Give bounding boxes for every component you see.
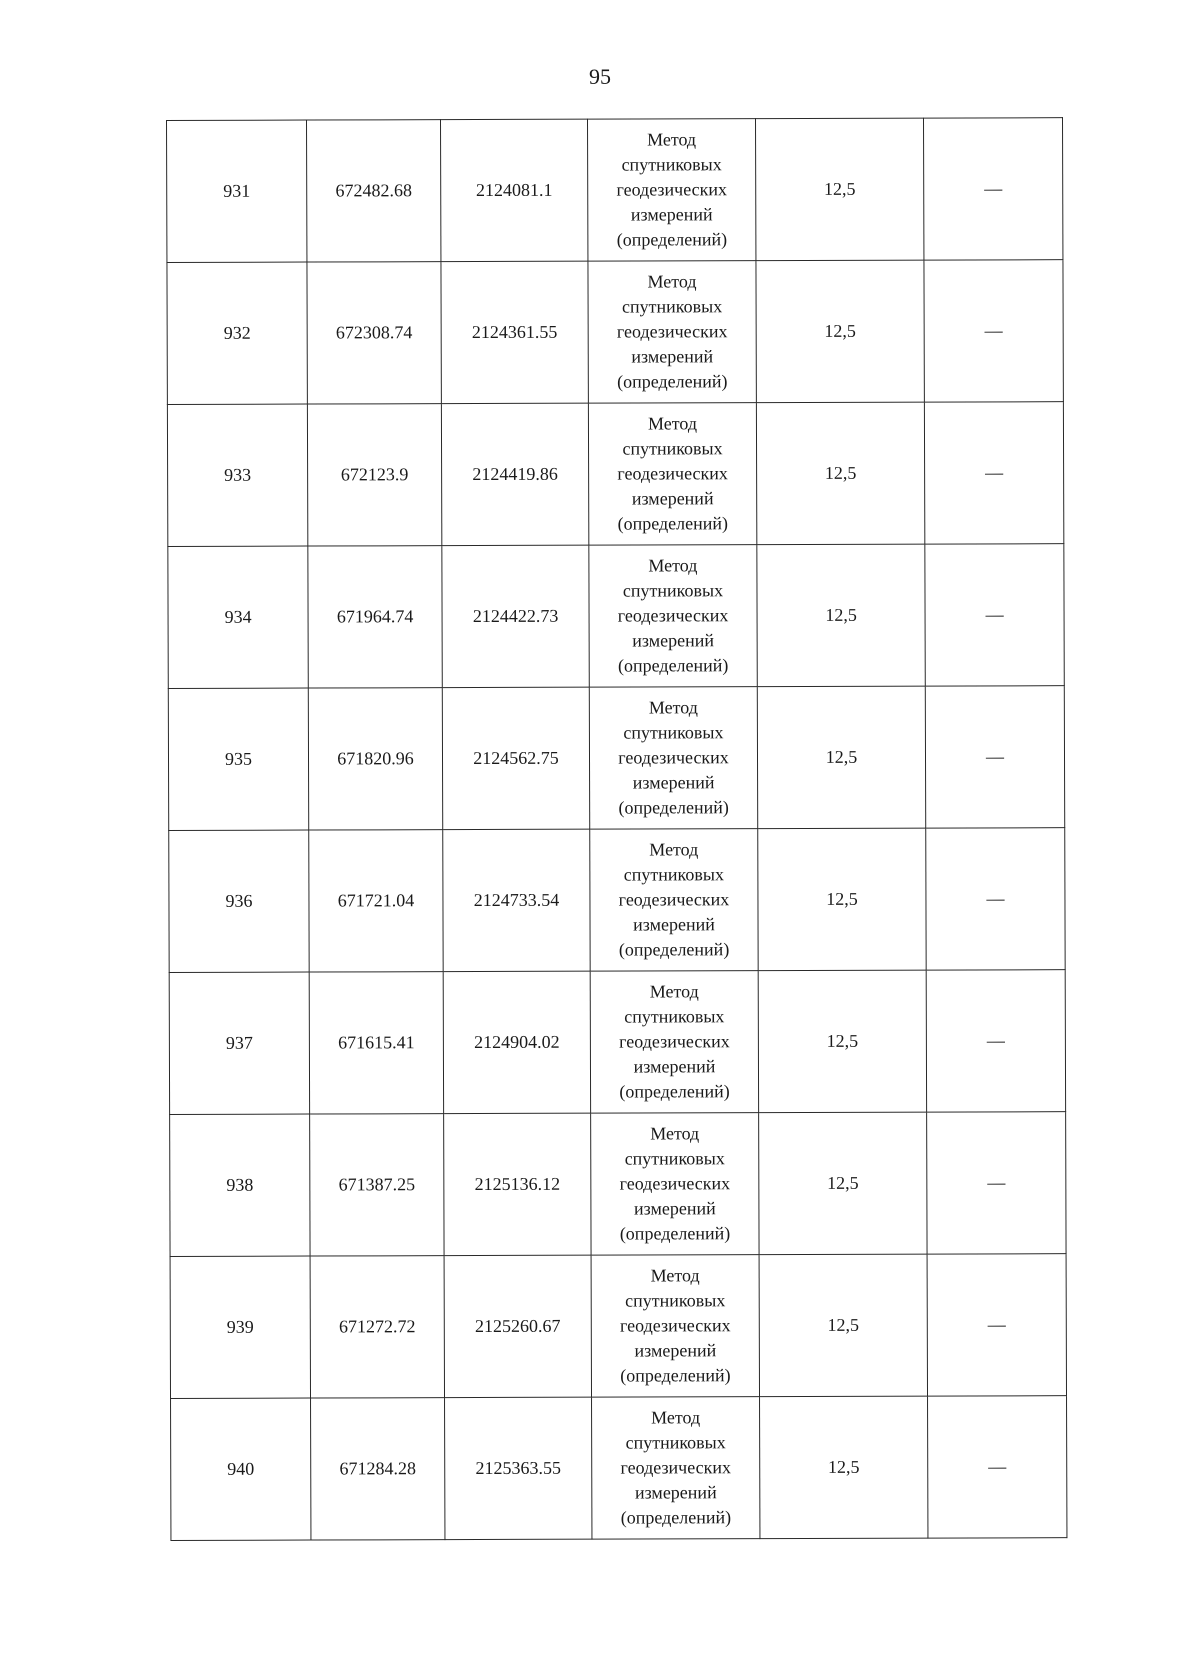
x-coordinate-cell: 671387.25 [310, 1114, 444, 1256]
method-cell [589, 687, 757, 830]
y-coordinate-cell: 2124081.1 [441, 119, 588, 261]
y-coordinate-cell: 2125363.55 [445, 1397, 592, 1539]
description-cell: — [925, 544, 1064, 686]
description-cell: — [924, 260, 1063, 402]
method-cell [590, 971, 758, 1114]
method-cell [588, 403, 756, 546]
table-row [167, 260, 1063, 405]
x-coordinate-cell: 672308.74 [307, 262, 441, 404]
accuracy-cell: 12,5 [756, 402, 924, 545]
accuracy-cell: 12,5 [760, 1396, 928, 1539]
y-coordinate-cell: 2124904.02 [443, 971, 590, 1113]
x-coordinate-cell: 671964.74 [308, 546, 442, 688]
x-coordinate-cell: 671721.04 [309, 830, 443, 972]
method-text: Метод спутниковых геодезических измерений (определений) [616, 129, 728, 250]
description-cell: — [927, 1254, 1066, 1396]
point-number-cell: 934 [168, 546, 308, 688]
description-cell: — [926, 970, 1065, 1112]
point-number-cell: 940 [171, 1398, 311, 1540]
accuracy-cell: 12,5 [756, 260, 924, 403]
x-coordinate-cell: 672482.68 [307, 120, 441, 262]
point-number-cell: 931 [167, 120, 307, 262]
x-coordinate-cell: 671615.41 [309, 972, 443, 1114]
point-number-cell: 938 [170, 1114, 310, 1256]
page-number: 95 [589, 64, 611, 89]
method-text: Метод спутниковых геодезических измерений (определений) [617, 555, 729, 676]
y-coordinate-cell: 2125136.12 [444, 1113, 591, 1255]
accuracy-cell: 12,5 [758, 828, 926, 971]
table-row [169, 828, 1065, 973]
x-coordinate-cell: 671284.28 [311, 1398, 445, 1540]
description-cell: — [926, 828, 1065, 970]
y-coordinate-cell: 2124562.75 [442, 687, 589, 829]
table-row [168, 686, 1064, 831]
description-cell: — [927, 1112, 1066, 1254]
table-row [168, 544, 1064, 689]
table-row [171, 1396, 1067, 1541]
method-text: Метод спутниковых геодезических измерений (определений) [620, 1407, 732, 1528]
method-cell [587, 119, 755, 262]
description-cell: — [928, 1396, 1067, 1538]
description-cell: — [925, 686, 1064, 828]
point-number-cell: 936 [169, 830, 309, 972]
table-row [170, 1254, 1066, 1399]
method-text: Метод спутниковых геодезических измерений (определений) [619, 981, 730, 1102]
x-coordinate-cell: 671272.72 [310, 1256, 444, 1398]
y-coordinate-cell: 2125260.67 [444, 1255, 591, 1397]
table-row [167, 118, 1063, 263]
method-text: Метод спутниковых геодезических измерений (определений) [617, 413, 728, 534]
point-number-cell: 939 [170, 1256, 310, 1398]
description-cell: — [923, 118, 1062, 260]
method-cell [589, 545, 757, 688]
description-cell: — [924, 402, 1063, 544]
y-coordinate-cell: 2124419.86 [441, 403, 588, 545]
method-cell [591, 1113, 759, 1256]
method-text: Метод спутниковых геодезических измерений (определений) [618, 697, 729, 818]
point-number-cell: 937 [169, 972, 309, 1114]
method-cell [592, 1397, 760, 1540]
table-row [167, 402, 1063, 547]
point-number-cell: 932 [167, 262, 307, 404]
method-cell [591, 1255, 759, 1398]
method-text: Метод спутниковых геодезических измерений (определений) [618, 839, 730, 960]
method-cell [590, 829, 758, 972]
y-coordinate-cell: 2124733.54 [443, 829, 590, 971]
accuracy-cell: 12,5 [755, 118, 923, 261]
accuracy-cell: 12,5 [759, 1112, 927, 1255]
accuracy-cell: 12,5 [757, 544, 925, 687]
method-text: Метод спутниковых геодезических измерений (определений) [619, 1265, 731, 1386]
method-text: Метод спутниковых геодезических измерений (определений) [616, 271, 728, 392]
y-coordinate-cell: 2124361.55 [441, 261, 588, 403]
y-coordinate-cell: 2124422.73 [442, 545, 589, 687]
accuracy-cell: 12,5 [757, 686, 925, 829]
accuracy-cell: 12,5 [759, 1254, 927, 1397]
method-text: Метод спутниковых геодезических измерений (определений) [619, 1123, 731, 1244]
table-row [169, 970, 1065, 1115]
table-body [167, 118, 1067, 1541]
coordinates-table [166, 117, 1067, 1541]
x-coordinate-cell: 671820.96 [308, 688, 442, 830]
point-number-cell: 933 [167, 404, 307, 546]
table-row [170, 1112, 1066, 1257]
x-coordinate-cell: 672123.9 [307, 404, 441, 546]
point-number-cell: 935 [168, 688, 308, 830]
method-cell [588, 261, 756, 404]
accuracy-cell: 12,5 [758, 970, 926, 1113]
